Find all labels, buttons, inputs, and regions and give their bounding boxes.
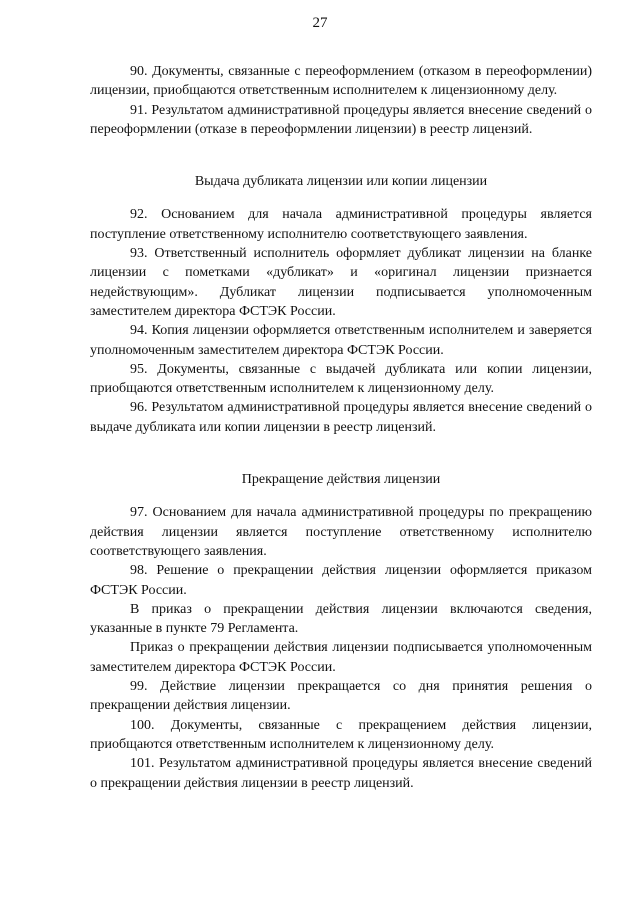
paragraph-90: 90. Документы, связанные с переоформлением (отказом в переоформлении) лицензии, приобщаются ответственным исполнителем к лицензионному делу.: [90, 64, 592, 99]
section-spacer: [90, 437, 592, 470]
document-body: [90, 62, 592, 793]
paragraph-97: 97. Основанием для начала административной процедуры по прекращению действия лицензии является поступление ответственному исполнителю соответствующего заявления.: [90, 505, 592, 559]
paragraph-98: 98. Решение о прекращении действия лицензии оформляется приказом ФСТЭК России.: [90, 563, 592, 598]
paragraph-94: 94. Копия лицензии оформляется ответственным исполнителем и заверяется уполномоченным заместителем директора ФСТЭК России.: [90, 323, 592, 358]
paragraph-96: 96. Результатом административной процедуры является внесение сведений о выдаче дубликата или копии лицензии в реестр лицензий.: [90, 400, 592, 435]
paragraph-101: 101. Результатом административной процедуры является внесение сведений о прекращении действия лицензии в реестр лицензий.: [90, 756, 592, 791]
paragraph-91: 91. Результатом административной процедуры является внесение сведений о переоформлении (отказе в переоформлении лицензии) в реестр лицензий.: [90, 102, 592, 137]
heading-spacer: [90, 191, 592, 205]
page-number: 27: [312, 15, 328, 31]
section-heading-duplicate: Выдача дубликата лицензии или копии лицензии: [194, 174, 488, 190]
paragraph-99: 99. Действие лицензии прекращается со дня принятия решения о прекращении действия лицензии.: [90, 679, 592, 714]
section-spacer: [90, 139, 592, 172]
paragraph-92: 92. Основанием для начала административной процедуры является поступление ответственному исполнителю соответствующего заявления.: [90, 207, 592, 242]
heading-spacer: [90, 489, 592, 503]
paragraph-98-order-signing: Приказ о прекращении действия лицензии подписывается уполномоченным заместителем директора ФСТЭК России.: [90, 640, 592, 675]
paragraph-100: 100. Документы, связанные с прекращением действия лицензии, приобщаются ответственным исполнителем к лицензионному делу.: [90, 717, 592, 752]
paragraph-93: 93. Ответственный исполнитель оформляет дубликат лицензии на бланке лицензии с пометками «дубликат» и «оригинал лицензии признается недействующим». Дубликат лицензии подписывается уполномоченным заместителем директора ФСТЭК России.: [90, 246, 592, 319]
paragraph-98-order-contents: В приказ о прекращении действия лицензии включаются сведения, указанные в пункте 79 Регламента.: [90, 601, 592, 637]
section-heading-termination: Прекращение действия лицензии: [241, 472, 441, 488]
paragraph-95: 95. Документы, связанные с выдачей дубликата или копии лицензии, приобщаются ответственным исполнителем к лицензионному делу.: [90, 361, 592, 397]
